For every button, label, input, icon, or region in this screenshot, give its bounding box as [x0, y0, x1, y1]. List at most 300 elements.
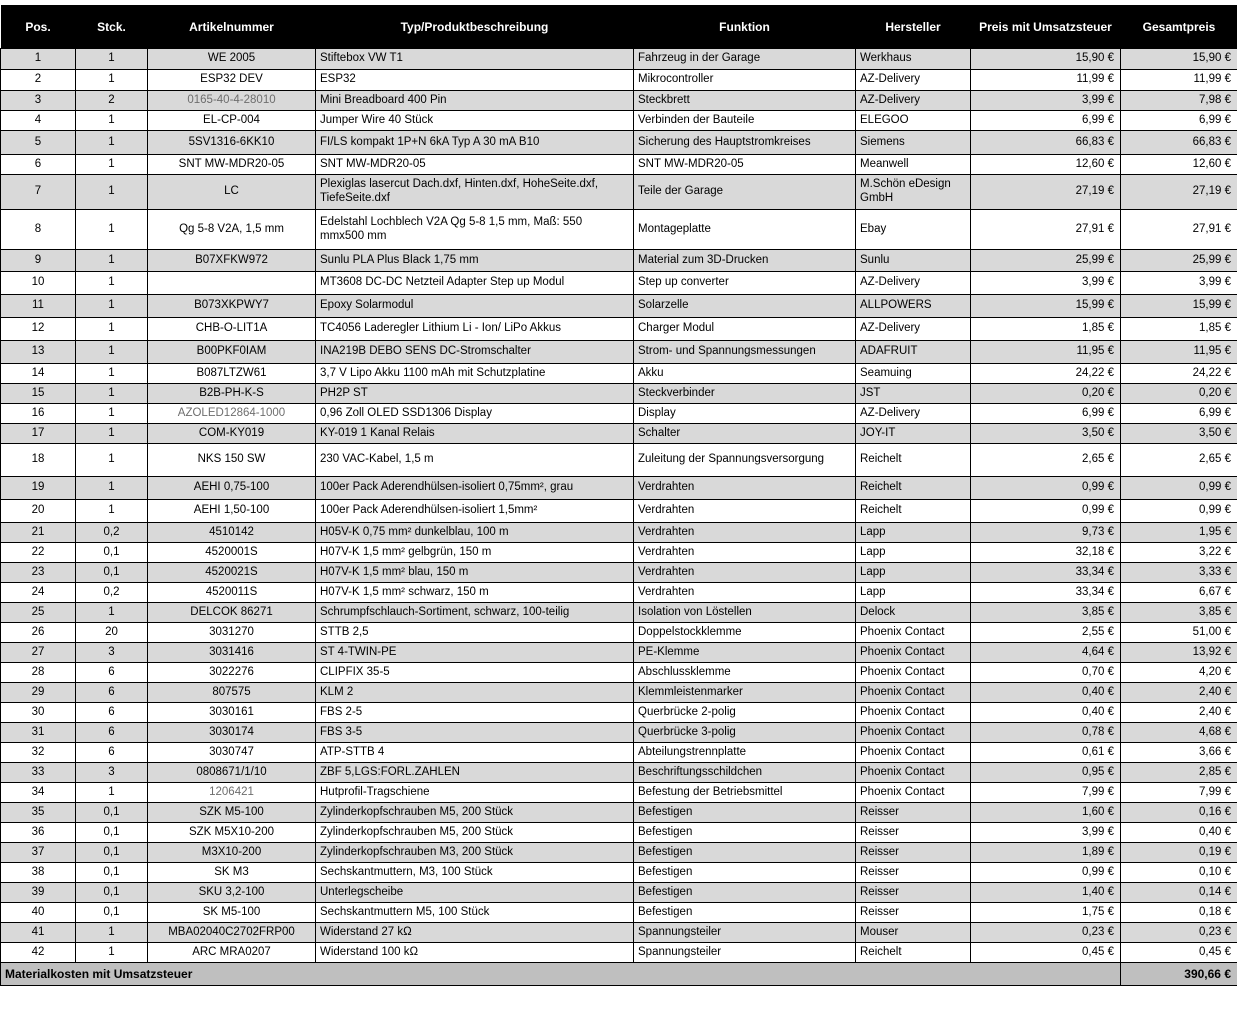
- table-row[interactable]: [1, 424, 1237, 444]
- column-header-typ[interactable]: Typ/Produktbeschreibung: [316, 5, 634, 49]
- table-row[interactable]: [1, 823, 1237, 843]
- cell-artikelnummer: SZK M5-100: [148, 803, 316, 823]
- cell-artikelnummer: B07XFKW972: [148, 250, 316, 272]
- footer-row: [1, 963, 1237, 986]
- cell-artikelnummer: Qg 5-8 V2A, 1,5 mm: [148, 210, 316, 250]
- cell-typ: Hutprofil-Tragschiene: [316, 783, 634, 803]
- cell-typ: Sechskantmuttern, M3, 100 Stück: [316, 863, 634, 883]
- cell-artikelnummer: ESP32 DEV: [148, 70, 316, 91]
- cell-artikelnummer: 1206421: [148, 783, 316, 803]
- cell-funktion: Verdrahten: [634, 500, 856, 523]
- cell-preis: 33,34 €: [971, 563, 1121, 583]
- cell-preis: 0,40 €: [971, 683, 1121, 703]
- cell-pos: 6: [1, 155, 76, 175]
- cell-artikelnummer: 3031416: [148, 643, 316, 663]
- cell-hersteller: Sunlu: [856, 250, 971, 272]
- cell-hersteller: AZ-Delivery: [856, 318, 971, 341]
- cell-preis: 25,99 €: [971, 250, 1121, 272]
- cell-gesamtpreis: 7,98 €: [1121, 91, 1237, 111]
- table-row[interactable]: [1, 131, 1237, 155]
- cell-preis: 0,99 €: [971, 477, 1121, 500]
- table-row[interactable]: [1, 341, 1237, 364]
- cell-funktion: Steckverbinder: [634, 384, 856, 404]
- table-row[interactable]: [1, 111, 1237, 131]
- cell-gesamtpreis: 27,91 €: [1121, 210, 1237, 250]
- cell-preis: 3,85 €: [971, 603, 1121, 623]
- cell-preis: 0,70 €: [971, 663, 1121, 683]
- cell-hersteller: Reisser: [856, 883, 971, 903]
- cell-preis: 15,99 €: [971, 295, 1121, 318]
- table-row[interactable]: [1, 364, 1237, 384]
- cell-hersteller: Phoenix Contact: [856, 683, 971, 703]
- cell-funktion: Klemmleistenmarker: [634, 683, 856, 703]
- cell-stck: 1: [76, 341, 148, 364]
- cell-hersteller: AZ-Delivery: [856, 70, 971, 91]
- cell-typ: PH2P ST: [316, 384, 634, 404]
- cell-funktion: Sicherung des Hauptstromkreises: [634, 131, 856, 155]
- cell-pos: 8: [1, 210, 76, 250]
- cell-artikelnummer: B087LTZW61: [148, 364, 316, 384]
- cell-hersteller: Phoenix Contact: [856, 663, 971, 683]
- table-row[interactable]: [1, 49, 1237, 70]
- cell-gesamtpreis: 0,99 €: [1121, 500, 1237, 523]
- cell-funktion: Step up converter: [634, 272, 856, 295]
- cell-typ: Sunlu PLA Plus Black 1,75 mm: [316, 250, 634, 272]
- cell-artikelnummer: SK M5-100: [148, 903, 316, 923]
- cell-hersteller: M.Schön eDesign GmbH: [856, 175, 971, 210]
- cell-hersteller: Reichelt: [856, 444, 971, 477]
- cell-typ: Epoxy Solarmodul: [316, 295, 634, 318]
- table-row[interactable]: [1, 723, 1237, 743]
- cell-stck: 6: [76, 663, 148, 683]
- cell-preis: 1,60 €: [971, 803, 1121, 823]
- cell-pos: 23: [1, 563, 76, 583]
- table-row[interactable]: [1, 250, 1237, 272]
- cell-stck: 1: [76, 943, 148, 963]
- cell-funktion: Spannungsteiler: [634, 943, 856, 963]
- cell-typ: Edelstahl Lochblech V2A Qg 5-8 1,5 mm, Maß: 550 mmx500 mm: [316, 210, 634, 250]
- cell-stck: 1: [76, 49, 148, 70]
- table-row[interactable]: [1, 683, 1237, 703]
- cell-pos: 21: [1, 523, 76, 543]
- cell-preis: 3,99 €: [971, 272, 1121, 295]
- cell-artikelnummer: M3X10-200: [148, 843, 316, 863]
- cell-hersteller: ELEGOO: [856, 111, 971, 131]
- cell-pos: 35: [1, 803, 76, 823]
- cell-gesamtpreis: 0,40 €: [1121, 823, 1237, 843]
- cell-stck: 1: [76, 131, 148, 155]
- cell-pos: 36: [1, 823, 76, 843]
- cell-pos: 34: [1, 783, 76, 803]
- cell-typ: Stiftebox VW T1: [316, 49, 634, 70]
- cell-hersteller: AZ-Delivery: [856, 272, 971, 295]
- cell-hersteller: Reisser: [856, 803, 971, 823]
- cell-gesamtpreis: 0,10 €: [1121, 863, 1237, 883]
- cell-gesamtpreis: 3,99 €: [1121, 272, 1237, 295]
- column-header-preis[interactable]: Preis mit Umsatzsteuer: [971, 5, 1121, 49]
- cell-hersteller: ALLPOWERS: [856, 295, 971, 318]
- cell-artikelnummer: B073XKPWY7: [148, 295, 316, 318]
- cell-hersteller: Reisser: [856, 903, 971, 923]
- bill-of-materials-table: [0, 5, 1237, 986]
- footer-label: Materialkosten mit Umsatzsteuer: [1, 963, 1121, 986]
- table-row[interactable]: [1, 500, 1237, 523]
- cell-artikelnummer: ARC MRA0207: [148, 943, 316, 963]
- cell-pos: 29: [1, 683, 76, 703]
- cell-funktion: Steckbrett: [634, 91, 856, 111]
- cell-stck: 1: [76, 318, 148, 341]
- column-header-stck[interactable]: Stck.: [76, 5, 148, 49]
- cell-hersteller: Lapp: [856, 583, 971, 603]
- column-header-funktion[interactable]: Funktion: [634, 5, 856, 49]
- cell-preis: 66,83 €: [971, 131, 1121, 155]
- table-row[interactable]: [1, 603, 1237, 623]
- cell-stck: 1: [76, 923, 148, 943]
- cell-hersteller: Reisser: [856, 823, 971, 843]
- cell-stck: 1: [76, 272, 148, 295]
- table-row[interactable]: [1, 175, 1237, 210]
- cell-preis: 0,23 €: [971, 923, 1121, 943]
- cell-typ: STTB 2,5: [316, 623, 634, 643]
- cell-hersteller: Phoenix Contact: [856, 763, 971, 783]
- cell-pos: 10: [1, 272, 76, 295]
- footer-total: 390,66 €: [1121, 963, 1237, 986]
- cell-funktion: Befestigen: [634, 823, 856, 843]
- cell-pos: 38: [1, 863, 76, 883]
- cell-gesamtpreis: 66,83 €: [1121, 131, 1237, 155]
- cell-artikelnummer: NKS 150 SW: [148, 444, 316, 477]
- cell-funktion: Befestigen: [634, 903, 856, 923]
- table-row[interactable]: [1, 155, 1237, 175]
- table-row[interactable]: [1, 523, 1237, 543]
- cell-hersteller: Reisser: [856, 863, 971, 883]
- cell-pos: 22: [1, 543, 76, 563]
- cell-typ: KLM 2: [316, 683, 634, 703]
- cell-hersteller: Phoenix Contact: [856, 623, 971, 643]
- cell-stck: 1: [76, 364, 148, 384]
- cell-pos: 39: [1, 883, 76, 903]
- cell-hersteller: Phoenix Contact: [856, 703, 971, 723]
- cell-gesamtpreis: 6,67 €: [1121, 583, 1237, 603]
- cell-preis: 24,22 €: [971, 364, 1121, 384]
- table-row[interactable]: [1, 943, 1237, 963]
- cell-artikelnummer: 5SV1316-6KK10: [148, 131, 316, 155]
- cell-hersteller: Lapp: [856, 543, 971, 563]
- cell-artikelnummer: LC: [148, 175, 316, 210]
- cell-gesamtpreis: 3,50 €: [1121, 424, 1237, 444]
- cell-stck: 1: [76, 603, 148, 623]
- cell-stck: 1: [76, 70, 148, 91]
- cell-preis: 2,55 €: [971, 623, 1121, 643]
- cell-typ: 100er Pack Aderendhülsen-isoliert 1,5mm²: [316, 500, 634, 523]
- cell-artikelnummer: B2B-PH-K-S: [148, 384, 316, 404]
- cell-artikelnummer: B00PKF0IAM: [148, 341, 316, 364]
- cell-stck: 0,1: [76, 543, 148, 563]
- cell-preis: 11,99 €: [971, 70, 1121, 91]
- table-row[interactable]: [1, 703, 1237, 723]
- cell-preis: 27,19 €: [971, 175, 1121, 210]
- cell-preis: 3,50 €: [971, 424, 1121, 444]
- cell-typ: H07V-K 1,5 mm² schwarz, 150 m: [316, 583, 634, 603]
- cell-artikelnummer: 3031270: [148, 623, 316, 643]
- cell-stck: 1: [76, 175, 148, 210]
- cell-artikelnummer: 4520021S: [148, 563, 316, 583]
- cell-gesamtpreis: 0,14 €: [1121, 883, 1237, 903]
- cell-hersteller: Reichelt: [856, 477, 971, 500]
- cell-artikelnummer: AZOLED12864-1000: [148, 404, 316, 424]
- table-row[interactable]: [1, 923, 1237, 943]
- cell-hersteller: Reisser: [856, 843, 971, 863]
- cell-funktion: Verbinden der Bauteile: [634, 111, 856, 131]
- cell-gesamtpreis: 0,16 €: [1121, 803, 1237, 823]
- cell-hersteller: JST: [856, 384, 971, 404]
- cell-pos: 17: [1, 424, 76, 444]
- column-header-pos[interactable]: Pos.: [1, 5, 76, 49]
- cell-artikelnummer: 4520011S: [148, 583, 316, 603]
- table-row[interactable]: [1, 623, 1237, 643]
- table-row[interactable]: [1, 803, 1237, 823]
- cell-funktion: Verdrahten: [634, 563, 856, 583]
- cell-gesamtpreis: 1,85 €: [1121, 318, 1237, 341]
- cell-gesamtpreis: 0,45 €: [1121, 943, 1237, 963]
- table-row[interactable]: [1, 843, 1237, 863]
- cell-funktion: Akku: [634, 364, 856, 384]
- cell-gesamtpreis: 2,65 €: [1121, 444, 1237, 477]
- cell-stck: 1: [76, 384, 148, 404]
- cell-hersteller: Reichelt: [856, 943, 971, 963]
- cell-funktion: Solarzelle: [634, 295, 856, 318]
- cell-artikelnummer: 3030161: [148, 703, 316, 723]
- table-header: [1, 5, 1237, 49]
- table-row[interactable]: [1, 318, 1237, 341]
- cell-pos: 2: [1, 70, 76, 91]
- table-row[interactable]: [1, 543, 1237, 563]
- cell-artikelnummer: SK M3: [148, 863, 316, 883]
- cell-stck: 0,1: [76, 903, 148, 923]
- cell-preis: 6,99 €: [971, 111, 1121, 131]
- table-row[interactable]: [1, 643, 1237, 663]
- table-row[interactable]: [1, 404, 1237, 424]
- cell-funktion: Isolation von Löstellen: [634, 603, 856, 623]
- cell-gesamtpreis: 11,95 €: [1121, 341, 1237, 364]
- cell-stck: 1: [76, 477, 148, 500]
- cell-preis: 1,40 €: [971, 883, 1121, 903]
- cell-gesamtpreis: 15,90 €: [1121, 49, 1237, 70]
- cell-pos: 1: [1, 49, 76, 70]
- column-header-artikelnummer[interactable]: Artikelnummer: [148, 5, 316, 49]
- table-footer: [1, 963, 1237, 986]
- cell-gesamtpreis: 12,60 €: [1121, 155, 1237, 175]
- table-row[interactable]: [1, 903, 1237, 923]
- cell-typ: H07V-K 1,5 mm² blau, 150 m: [316, 563, 634, 583]
- cell-typ: Plexiglas lasercut Dach.dxf, Hinten.dxf, HoheSeite.dxf, TiefeSeite.dxf: [316, 175, 634, 210]
- table-row[interactable]: [1, 663, 1237, 683]
- cell-pos: 7: [1, 175, 76, 210]
- cell-artikelnummer: 3030747: [148, 743, 316, 763]
- cell-stck: 0,1: [76, 843, 148, 863]
- cell-artikelnummer: DELCOK 86271: [148, 603, 316, 623]
- cell-gesamtpreis: 25,99 €: [1121, 250, 1237, 272]
- cell-pos: 20: [1, 500, 76, 523]
- cell-artikelnummer: EL-CP-004: [148, 111, 316, 131]
- cell-stck: 1: [76, 783, 148, 803]
- table-row[interactable]: [1, 563, 1237, 583]
- cell-preis: 33,34 €: [971, 583, 1121, 603]
- cell-hersteller: AZ-Delivery: [856, 404, 971, 424]
- cell-typ: Zylinderkopfschrauben M5, 200 Stück: [316, 823, 634, 843]
- cell-pos: 3: [1, 91, 76, 111]
- cell-typ: 0,96 Zoll OLED SSD1306 Display: [316, 404, 634, 424]
- table-row[interactable]: [1, 91, 1237, 111]
- cell-stck: 0,1: [76, 863, 148, 883]
- cell-preis: 0,20 €: [971, 384, 1121, 404]
- cell-preis: 27,91 €: [971, 210, 1121, 250]
- cell-hersteller: Meanwell: [856, 155, 971, 175]
- cell-artikelnummer: SNT MW-MDR20-05: [148, 155, 316, 175]
- cell-hersteller: Siemens: [856, 131, 971, 155]
- cell-funktion: Verdrahten: [634, 543, 856, 563]
- cell-funktion: Verdrahten: [634, 477, 856, 500]
- cell-stck: 20: [76, 623, 148, 643]
- cell-typ: TC4056 Laderegler Lithium Li - Ion/ LiPo Akkus: [316, 318, 634, 341]
- cell-hersteller: Werkhaus: [856, 49, 971, 70]
- table-row[interactable]: [1, 384, 1237, 404]
- cell-typ: KY-019 1 Kanal Relais: [316, 424, 634, 444]
- cell-pos: 25: [1, 603, 76, 623]
- cell-pos: 9: [1, 250, 76, 272]
- cell-hersteller: Delock: [856, 603, 971, 623]
- cell-preis: 3,99 €: [971, 91, 1121, 111]
- cell-funktion: Verdrahten: [634, 583, 856, 603]
- table-row[interactable]: [1, 863, 1237, 883]
- cell-preis: 1,89 €: [971, 843, 1121, 863]
- cell-pos: 11: [1, 295, 76, 318]
- cell-artikelnummer: WE 2005: [148, 49, 316, 70]
- cell-artikelnummer: AEHI 0,75-100: [148, 477, 316, 500]
- cell-gesamtpreis: 51,00 €: [1121, 623, 1237, 643]
- cell-typ: ZBF 5,LGS:FORL.ZAHLEN: [316, 763, 634, 783]
- cell-pos: 41: [1, 923, 76, 943]
- cell-pos: 37: [1, 843, 76, 863]
- table-row[interactable]: [1, 272, 1237, 295]
- cell-typ: MT3608 DC-DC Netzteil Adapter Step up Modul: [316, 272, 634, 295]
- cell-artikelnummer: 4510142: [148, 523, 316, 543]
- cell-pos: 28: [1, 663, 76, 683]
- cell-artikelnummer: COM-KY019: [148, 424, 316, 444]
- column-header-gesamtpreis[interactable]: Gesamtpreis: [1121, 5, 1237, 49]
- cell-gesamtpreis: 2,85 €: [1121, 763, 1237, 783]
- cell-stck: 1: [76, 210, 148, 250]
- cell-preis: 32,18 €: [971, 543, 1121, 563]
- cell-preis: 9,73 €: [971, 523, 1121, 543]
- cell-typ: Jumper Wire 40 Stück: [316, 111, 634, 131]
- cell-gesamtpreis: 2,40 €: [1121, 683, 1237, 703]
- cell-preis: 0,99 €: [971, 863, 1121, 883]
- cell-typ: Widerstand 27 kΩ: [316, 923, 634, 943]
- cell-funktion: Teile der Garage: [634, 175, 856, 210]
- table-row[interactable]: [1, 783, 1237, 803]
- table-row[interactable]: [1, 477, 1237, 500]
- cell-gesamtpreis: 3,66 €: [1121, 743, 1237, 763]
- table-row[interactable]: [1, 70, 1237, 91]
- cell-stck: 0,2: [76, 583, 148, 603]
- cell-artikelnummer: MBA02040C2702FRP00: [148, 923, 316, 943]
- cell-gesamtpreis: 27,19 €: [1121, 175, 1237, 210]
- cell-stck: 1: [76, 424, 148, 444]
- cell-preis: 0,78 €: [971, 723, 1121, 743]
- cell-funktion: Zuleitung der Spannungsversorgung: [634, 444, 856, 477]
- cell-stck: 6: [76, 743, 148, 763]
- cell-typ: Widerstand 100 kΩ: [316, 943, 634, 963]
- cell-funktion: Strom- und Spannungsmessungen: [634, 341, 856, 364]
- cell-artikelnummer: SKU 3,2-100: [148, 883, 316, 903]
- cell-gesamtpreis: 3,85 €: [1121, 603, 1237, 623]
- cell-funktion: Befestung der Betriebsmittel: [634, 783, 856, 803]
- cell-stck: 1: [76, 500, 148, 523]
- table-row[interactable]: [1, 444, 1237, 477]
- cell-funktion: Beschriftungsschildchen: [634, 763, 856, 783]
- cell-gesamtpreis: 4,68 €: [1121, 723, 1237, 743]
- cell-stck: 1: [76, 155, 148, 175]
- cell-typ: SNT MW-MDR20-05: [316, 155, 634, 175]
- cell-typ: ATP-STTB 4: [316, 743, 634, 763]
- cell-typ: ST 4-TWIN-PE: [316, 643, 634, 663]
- table-row[interactable]: [1, 743, 1237, 763]
- table-row[interactable]: [1, 210, 1237, 250]
- cell-stck: 0,1: [76, 803, 148, 823]
- cell-gesamtpreis: 0,23 €: [1121, 923, 1237, 943]
- cell-artikelnummer: [148, 272, 316, 295]
- cell-preis: 4,64 €: [971, 643, 1121, 663]
- cell-pos: 13: [1, 341, 76, 364]
- table-row[interactable]: [1, 295, 1237, 318]
- cell-hersteller: Phoenix Contact: [856, 743, 971, 763]
- cell-hersteller: AZ-Delivery: [856, 91, 971, 111]
- cell-artikelnummer: 3030174: [148, 723, 316, 743]
- cell-gesamtpreis: 0,19 €: [1121, 843, 1237, 863]
- cell-stck: 0,1: [76, 823, 148, 843]
- table-row[interactable]: [1, 763, 1237, 783]
- cell-pos: 24: [1, 583, 76, 603]
- table-row[interactable]: [1, 883, 1237, 903]
- cell-hersteller: ADAFRUIT: [856, 341, 971, 364]
- cell-funktion: Befestigen: [634, 883, 856, 903]
- cell-hersteller: Reichelt: [856, 500, 971, 523]
- cell-stck: 0,2: [76, 523, 148, 543]
- cell-preis: 1,75 €: [971, 903, 1121, 923]
- cell-gesamtpreis: 4,20 €: [1121, 663, 1237, 683]
- cell-stck: 1: [76, 404, 148, 424]
- cell-pos: 14: [1, 364, 76, 384]
- cell-stck: 6: [76, 703, 148, 723]
- cell-typ: Sechskantmuttern M5, 100 Stück: [316, 903, 634, 923]
- cell-typ: 100er Pack Aderendhülsen-isoliert 0,75mm², grau: [316, 477, 634, 500]
- cell-preis: 15,90 €: [971, 49, 1121, 70]
- cell-artikelnummer: CHB-O-LIT1A: [148, 318, 316, 341]
- cell-preis: 0,99 €: [971, 500, 1121, 523]
- cell-hersteller: Phoenix Contact: [856, 643, 971, 663]
- cell-pos: 42: [1, 943, 76, 963]
- cell-hersteller: Ebay: [856, 210, 971, 250]
- column-header-hersteller[interactable]: Hersteller: [856, 5, 971, 49]
- cell-gesamtpreis: 3,33 €: [1121, 563, 1237, 583]
- cell-stck: 3: [76, 643, 148, 663]
- cell-pos: 30: [1, 703, 76, 723]
- cell-gesamtpreis: 2,40 €: [1121, 703, 1237, 723]
- cell-stck: 6: [76, 723, 148, 743]
- cell-typ: Zylinderkopfschrauben M3, 200 Stück: [316, 843, 634, 863]
- table-row[interactable]: [1, 583, 1237, 603]
